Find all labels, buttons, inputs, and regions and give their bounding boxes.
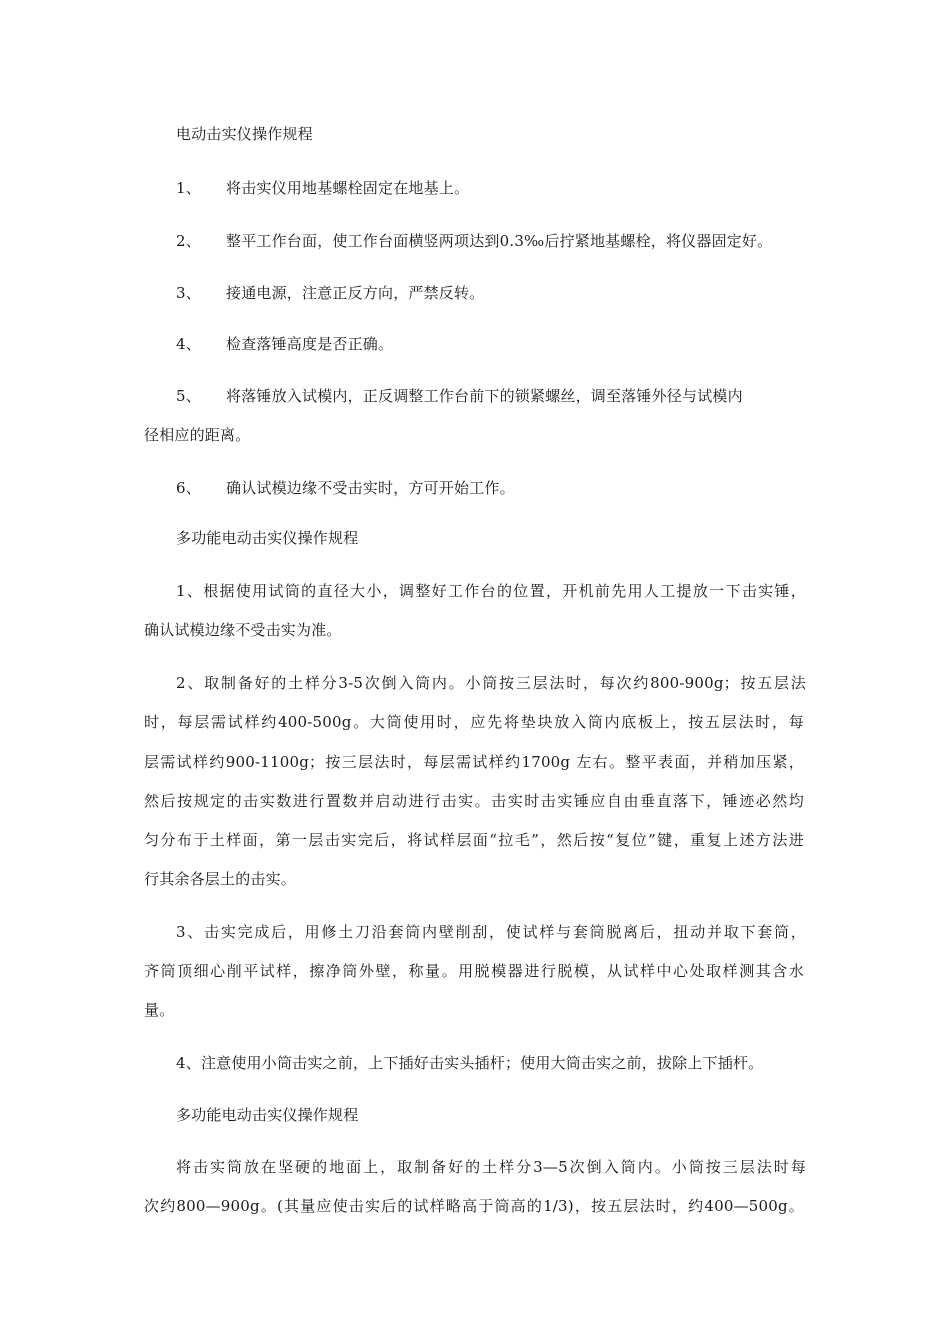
step-1 <box>176 178 469 198</box>
step-5-text: 将落锤放入试模内，正反调整工作台前下的锁紧螺丝，调至落锤外径与试模内 <box>226 387 743 405</box>
step-1-number: 1、 <box>176 179 201 197</box>
para-2-line-6: 行其余各层土的击实。 <box>144 870 297 888</box>
step-6-text: 确认试模边缘不受击实时，方可开始工作。 <box>226 479 515 497</box>
para-5-line-1: 将击实筒放在坚硬的地面上，取制备好的土样分3—5次倒入筒内。小筒按三层法时每 <box>176 1158 806 1176</box>
step-5-continuation: 径相应的距离。 <box>144 426 251 444</box>
step-2 <box>176 231 772 251</box>
para-4-line-1: 4、注意使用小筒击实之前，上下插好击实头插杆；使用大筒击实之前，拔除上下插杆。 <box>176 1054 764 1072</box>
section-1-title: 电动击实仪操作规程 <box>176 125 313 143</box>
step-5 <box>176 386 743 406</box>
para-3-line-3: 量。 <box>144 1001 175 1019</box>
para-2-line-3: 层需试样约900-1100g；按三层法时，每层需试样约1700g 左右。整平表面，并稍加压紧， <box>144 753 804 771</box>
para-2-line-4: 然后按规定的击实数进行置数并启动进行击实。击实时击实锤应自由垂直落下，锤迹必然均 <box>144 792 804 810</box>
para-1-line-2: 确认试模边缘不受击实为准。 <box>144 621 342 639</box>
para-2-line-1: 2、取制备好的土样分3-5次倒入筒内。小筒按三层法时，每次约800-900g；按五层法 <box>176 674 806 692</box>
step-4 <box>176 334 393 354</box>
step-2-number: 2、 <box>176 232 201 250</box>
step-3 <box>176 283 484 303</box>
step-4-number: 4、 <box>176 335 201 353</box>
para-3-line-2: 齐筒顶细心削平试样，擦净筒外壁，称量。用脱模器进行脱模，从试样中心处取样测其含水 <box>144 962 804 980</box>
para-3-line-1: 3、击实完成后，用修土刀沿套筒内壁削刮，使试样与套筒脱离后，扭动并取下套筒， <box>176 923 806 941</box>
step-3-text: 接通电源，注意正反方向，严禁反转。 <box>226 284 485 302</box>
step-6-number: 6、 <box>176 479 201 497</box>
para-2-line-5: 匀分布于土样面，第一层击实完后，将试样层面“拉毛”，然后按“复位”键，重复上述方法进 <box>144 831 804 849</box>
para-1-line-1: 1、根据使用试筒的直径大小，调整好工作台的位置，开机前先用人工提放一下击实锤， <box>176 582 806 600</box>
step-2-text: 整平工作台面，使工作台面横竖两项达到0.3‰后拧紧地基螺栓，将仪器固定好。 <box>226 232 773 250</box>
step-6 <box>176 478 515 498</box>
para-5-line-2: 次约800—900g。(其量应使击实后的试样略高于筒高的1/3)，按五层法时，约400—500g。 <box>144 1197 804 1215</box>
step-3-number: 3、 <box>176 284 201 302</box>
section-3-title: 多功能电动击实仪操作规程 <box>176 1106 359 1124</box>
para-2-line-2: 时，每层需试样约400-500g。大筒使用时，应先将垫块放入筒内底板上，按五层法时，每 <box>144 713 804 731</box>
step-4-text: 检查落锤高度是否正确。 <box>226 335 394 353</box>
step-5-number: 5、 <box>176 387 201 405</box>
step-1-text: 将击实仪用地基螺栓固定在地基上。 <box>226 179 470 197</box>
section-2-title: 多功能电动击实仪操作规程 <box>176 529 359 547</box>
